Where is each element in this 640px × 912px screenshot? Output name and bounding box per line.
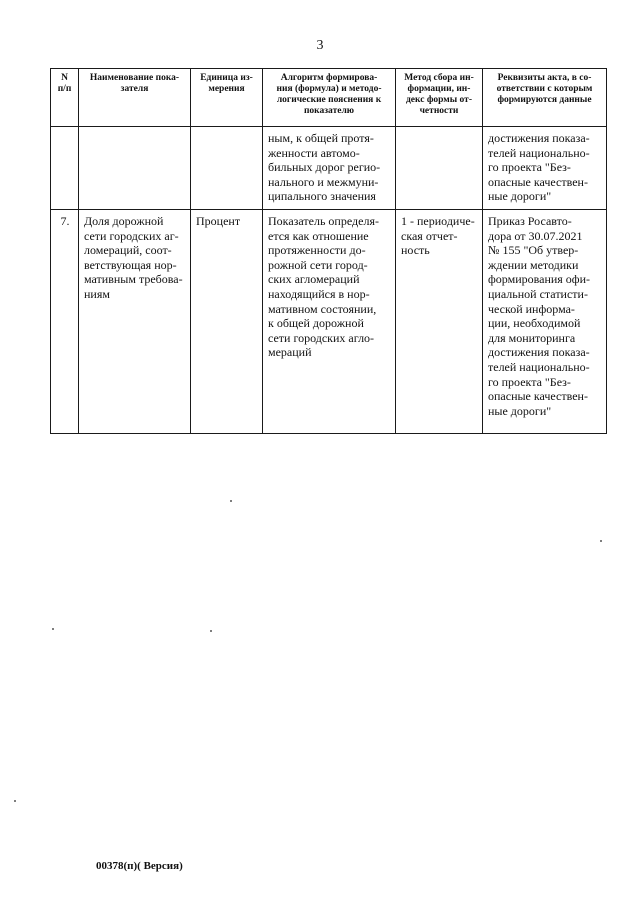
cell-unit: Процент [191,210,263,434]
cell-algorithm: Показатель определя- ется как отношение протяженности до- рожной сети город- ских агломераций находящийся в нор- мативном состоянии, к общей дорожной сети городских агло- мераций [263,210,396,434]
document-footer-code: 00378(п)( Версия) [96,860,183,872]
scan-speck [230,500,232,502]
cell-number: 7. [51,210,79,434]
cell-act-requisites: Приказ Росавто- дора от 30.07.2021 № 155 "Об утвер- ждении методики формирования офи- циальной статисти- ческой информа- ции, необходимой для мониторинга достижения показа- телей национально- го проекта "Без- опасные качествен- ные дороги" [483,210,607,434]
cell-algorithm: ным, к общей протя- женности автомо- бильных дорог регио- нального и межмуни- ципального значения [263,127,396,210]
cell-unit [191,127,263,210]
cell-collection-method [396,127,483,210]
page-number: 3 [316,38,324,53]
header-collection-method: Метод сбора ин- формации, ин- декс формы от- четности [396,69,483,127]
header-unit: Единица из- мерения [191,69,263,127]
header-algorithm: Алгоритм формирова- ния (формула) и методо- логические пояснения к показателю [263,69,396,127]
cell-indicator-name: Доля дорожной сети городских аг- ломераций, соот- ветствующая нор- мативным требова- ниям [79,210,191,434]
cell-collection-method: 1 - периодиче- ская отчет- ность [396,210,483,434]
cell-act-requisites: достижения показа- телей национально- го проекта "Без- опасные качествен- ные дороги" [483,127,607,210]
table-header-row [51,69,607,127]
header-act-requisites: Реквизиты акта, в со- ответствии с которым формируются данные [483,69,607,127]
scan-speck [600,540,602,542]
scan-speck [52,628,54,630]
cell-indicator-name [79,127,191,210]
table-row [51,210,607,434]
table-row [51,127,607,210]
scan-speck [210,630,212,632]
header-number: N п/п [51,69,79,127]
header-indicator-name: Наименование пока- зателя [79,69,191,127]
indicator-table [50,68,607,434]
scan-speck [14,800,16,802]
cell-number [51,127,79,210]
